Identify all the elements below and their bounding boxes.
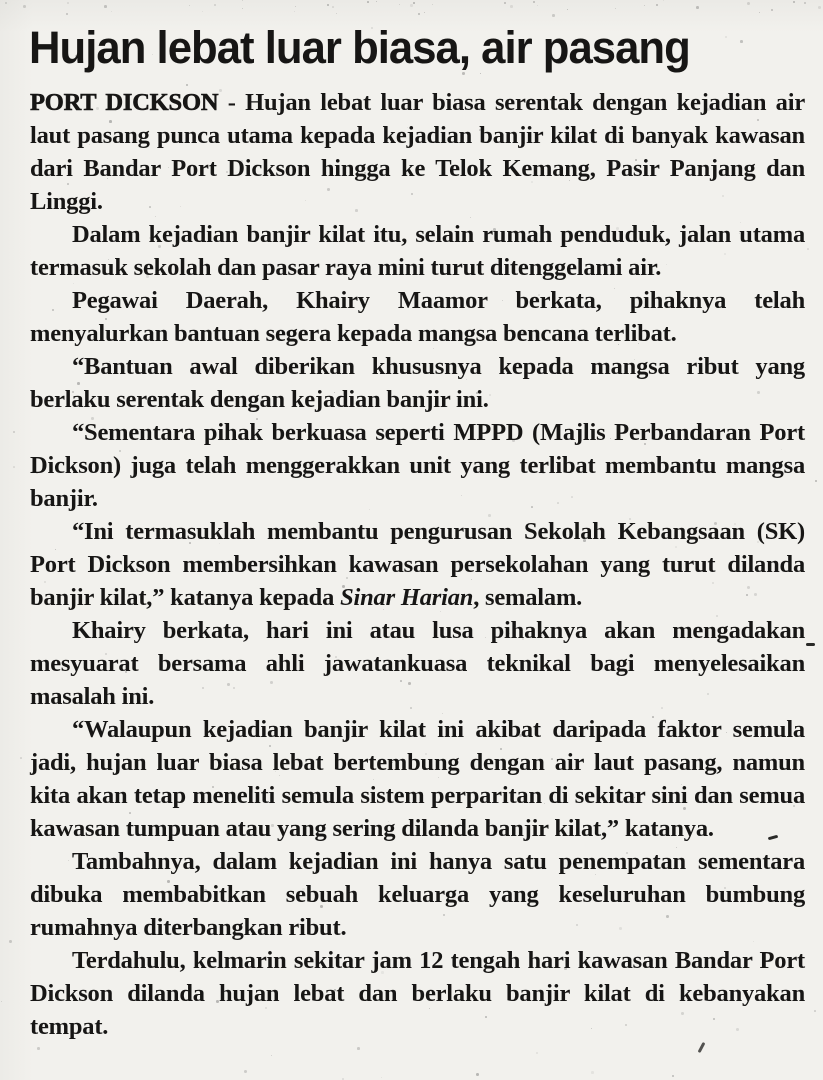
dateline: PORT DICKSON xyxy=(30,89,219,116)
paragraph: “Sementara pihak berkuasa seperti MPPD (Majlis Perbandaran Port Dickson) juga telah menggerakkan unit yang terlibat membantu mangsa banjir. xyxy=(30,419,805,512)
scan-artifact-dash xyxy=(698,1042,706,1053)
paragraph: Dalam kejadian banjir kilat itu, selain rumah penduduk, jalan utama termasuk sekolah dan pasar raya mini turut ditenggelami air. xyxy=(30,221,805,281)
headline: Hujan lebat luar biasa, air pasang xyxy=(29,22,690,73)
publication-name: Sinar Harian xyxy=(340,584,474,611)
lead-paragraph xyxy=(30,86,805,218)
paragraph-with-attribution xyxy=(30,515,805,614)
lead-text: - Hujan lebat luar biasa serentak dengan kejadian air laut pasang punca utama kepada kejadian banjir kilat di banyak kawasan dari Bandar Port Dickson hingga ke Telok Kemang, Pasir Panjang dan Linggi. xyxy=(30,89,805,215)
paragraph: Terdahulu, kelmarin sekitar jam 12 tengah hari kawasan Bandar Port Dickson dilanda hujan lebat dan berlaku banjir kilat di kebanyakan tempat. xyxy=(30,947,805,1040)
paragraph: Khairy berkata, hari ini atau lusa pihaknya akan mengadakan mesyuarat bersama ahli jawatankuasa teknikal bagi menyelesaikan masalah ini. xyxy=(30,617,805,710)
article-body xyxy=(30,86,805,1043)
paragraph: “Walaupun kejadian banjir kilat ini akibat daripada faktor semula jadi, hujan luar biasa lebat bertembung dengan air laut pasang, namun kita akan tetap meneliti semula sistem perparitan di sekitar sini dan semua kawasan tumpuan atau yang sering dilanda banjir kilat,” katanya. xyxy=(30,716,805,842)
paragraph: Pegawai Daerah, Khairy Maamor berkata, pihaknya telah menyalurkan bantuan segera kepada mangsa bencana terlibat. xyxy=(30,287,805,347)
quote-text: “Ini termasuklah membantu pengurusan Sekolah Kebangsaan (SK) Port Dickson membersihkan kawasan persekolahan yang turut dilanda banjir kilat,” katanya kepada xyxy=(30,518,805,611)
paragraph: “Bantuan awal diberikan khususnya kepada mangsa ribut yang berlaku serentak dengan kejadian banjir ini. xyxy=(30,353,805,413)
attribution-tail: , semalam. xyxy=(473,584,583,611)
paragraph: Tambahnya, dalam kejadian ini hanya satu penempatan sementara dibuka membabitkan sebuah keluarga yang keseluruhan bumbung rumahnya diterbangkan ribut. xyxy=(30,848,805,941)
scan-artifact-dash xyxy=(806,643,815,646)
